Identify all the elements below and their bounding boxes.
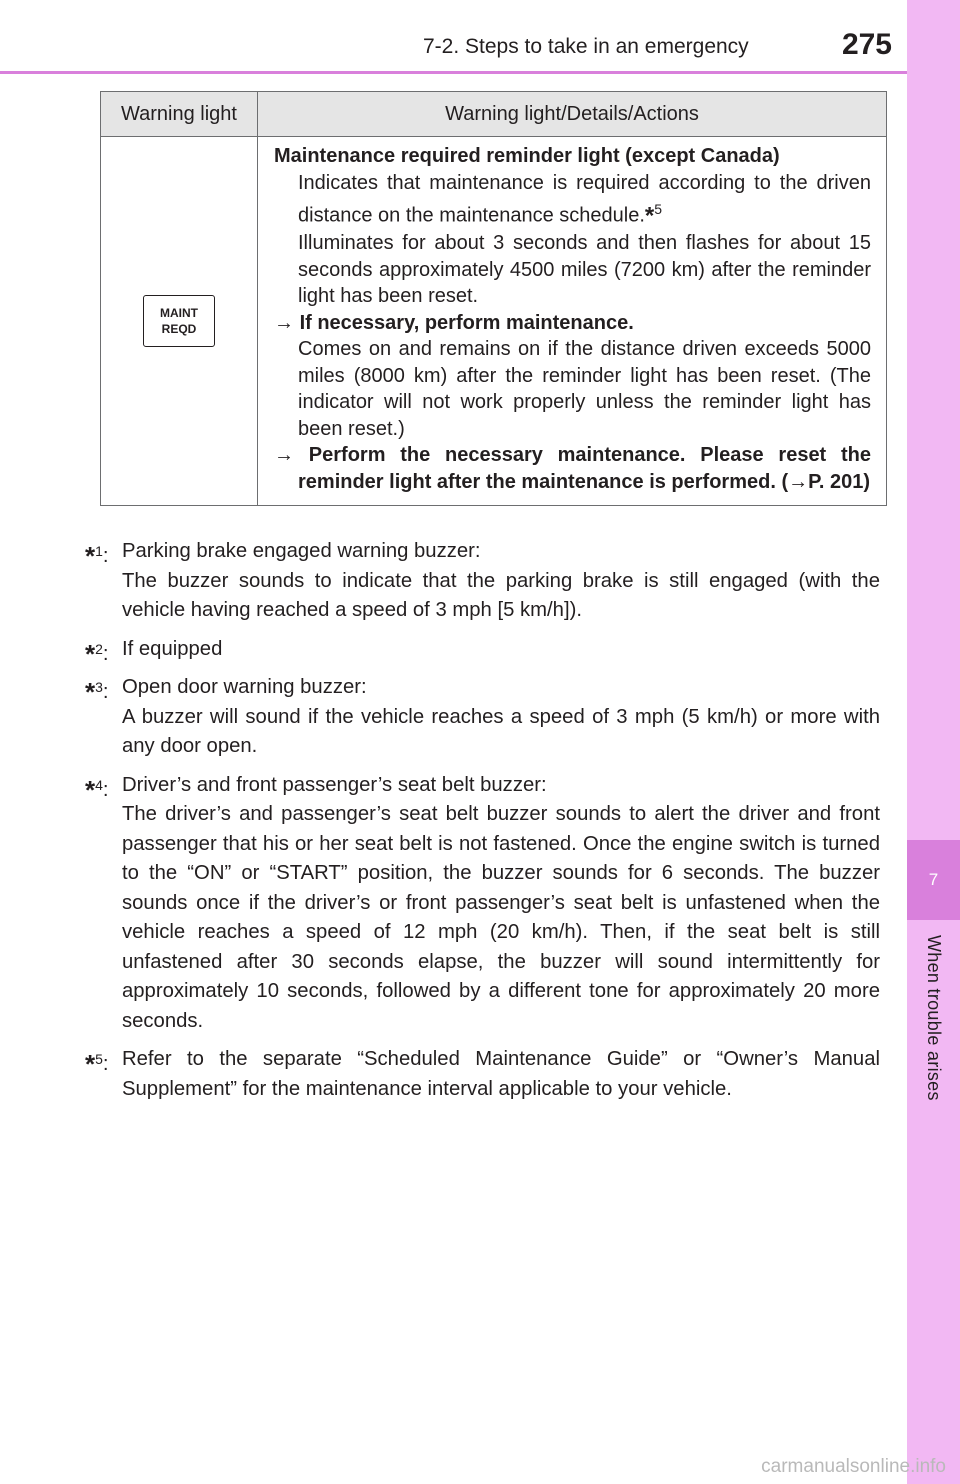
footnote: *$^2$: If equipped bbox=[85, 635, 880, 665]
chapter-title: When trouble arises bbox=[924, 935, 944, 1101]
footnote-asterisk: * bbox=[644, 202, 655, 230]
page-number: 275 bbox=[841, 28, 892, 61]
footnote-marker: *$^3$: bbox=[85, 677, 109, 707]
arrow-icon: → bbox=[274, 444, 309, 467]
warning-title: Maintenance required reminder light (except Canada) bbox=[274, 145, 780, 167]
footnote-marker: *$^2$: bbox=[85, 638, 109, 669]
column-header-details: Warning light/Details/Actions bbox=[258, 92, 887, 137]
arrow-icon: → bbox=[788, 470, 809, 493]
maint-icon-line1: MAINT bbox=[160, 306, 198, 321]
details-text: Indicates that maintenance is required according to the driven distance on the maintenance schedule.*$^5$ bbox=[298, 171, 871, 230]
details-text: Illuminates for about 3 seconds and then flashes for about 15 seconds approximately 4500 miles (7200 km) after the reminder light has been reset. bbox=[298, 232, 871, 308]
footnote: *$^4$: Driver’s and front passenger’s seat belt buzzer: The driver’s and passenger’s seat belt buzzer sounds to alert the driver and front passenger that his or her seat belt is not fastened. Once the engine switch is turned to the “ON” or “START” position, the buzzer sounds for 6 seconds. The buzzer sounds once if the driver’s or front passenger’s seat belt is unfastened when the vehicle reaches a speed of 12 mph (20 km/h). Then, if the seat belt is still unfastened after 30 seconds elapse, the buzzer will sound intermittently for approximately 10 seconds, followed by a different tone for approximately 20 more seconds. bbox=[85, 771, 880, 1037]
footnote-ref: 5 bbox=[654, 201, 663, 217]
footnote-marker: *$^1$: bbox=[85, 541, 109, 571]
footnote: *$^5$: Refer to the separate “Scheduled Maintenance Guide” or “Owner’s Manual Supplement” for the maintenance interval applicable to your vehicle. bbox=[85, 1045, 880, 1104]
warning-light-table bbox=[100, 91, 887, 506]
footnote-marker: *$^5$: bbox=[85, 1049, 109, 1079]
arrow-icon: → bbox=[274, 311, 300, 334]
footnote: *$^3$: Open door warning buzzer: A buzzer will sound if the vehicle reaches a speed of 3 mph (5 km/h) or more with any door open. bbox=[85, 673, 880, 762]
maint-icon-line2: REQD bbox=[161, 322, 197, 337]
details-text: Comes on and remains on if the distance driven exceeds 5000 miles (8000 km) after the reminder light has been reset. (The indicator will not work properly unless the reminder light has been reset.) bbox=[298, 338, 871, 440]
action-text: → If necessary, perform maintenance. bbox=[274, 311, 634, 334]
chapter-side-tab bbox=[907, 0, 960, 1484]
maint-reqd-icon bbox=[143, 295, 215, 347]
watermark: carmanualsonline.info bbox=[761, 1456, 946, 1477]
table-row bbox=[101, 137, 887, 506]
footnote-marker: *$^4$: bbox=[85, 774, 109, 805]
header-divider bbox=[0, 71, 907, 74]
details-cell bbox=[258, 137, 887, 506]
chapter-number: 7 bbox=[907, 840, 960, 920]
footnote: *$^1$: Parking brake engaged warning buzzer: The buzzer sounds to indicate that the parking brake is still engaged (with the vehicle having reached a speed of 3 mph [5 km/h]). bbox=[85, 537, 880, 626]
action-text: → Perform the necessary maintenance. Please reset the reminder light after the maintenance is performed. (→P. 201) bbox=[274, 444, 871, 493]
section-title: 7-2. Steps to take in an emergency bbox=[423, 35, 749, 58]
footnotes bbox=[85, 537, 880, 1113]
column-header-warning-light: Warning light bbox=[101, 92, 258, 137]
table-header-row bbox=[101, 92, 887, 137]
warning-light-cell bbox=[101, 137, 258, 506]
